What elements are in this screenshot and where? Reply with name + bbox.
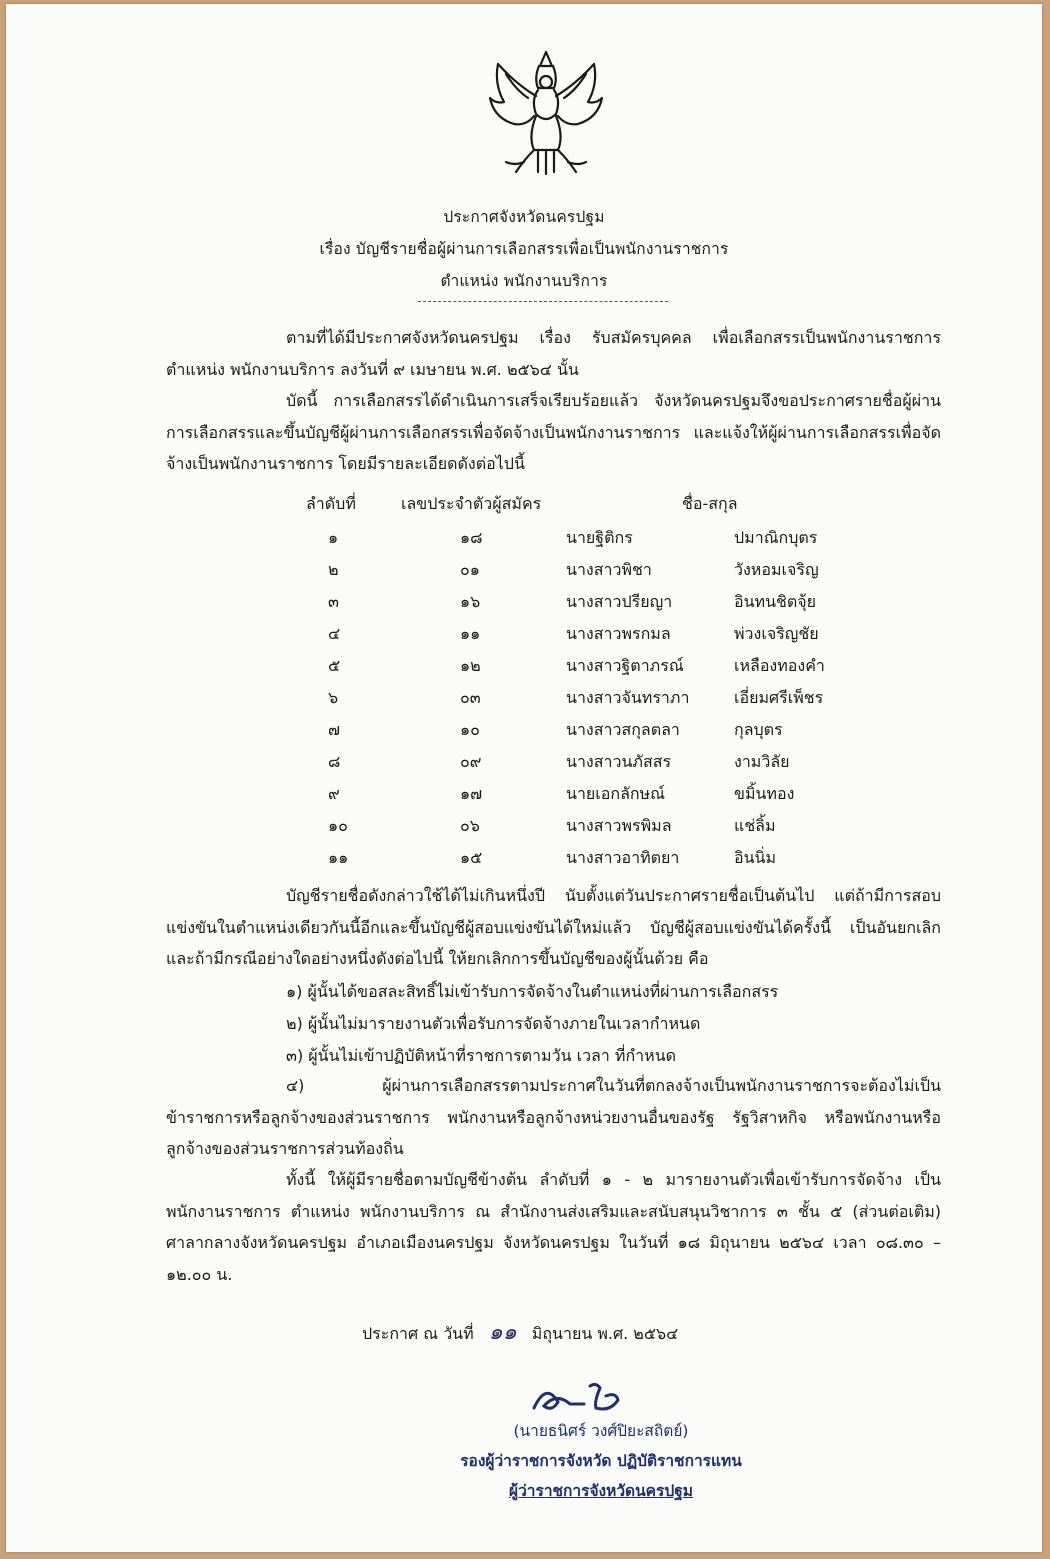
row-order: ๒ (328, 560, 339, 579)
row-applicant-id: ๑๘ (460, 528, 483, 547)
row-applicant-id: ๑๒ (460, 656, 481, 675)
announce-date (362, 1314, 678, 1349)
reporting-paragraph: ทั้งนี้ ให้ผู้มีรายชื่อตามบัญชีข้างต้น ลำดับที่ ๑ - ๒ มารายงานตัวเพื่อเข้ารับการจัดจ้าง เป็นพนักงานราชการ ตำแหน่ง พนักงานบริการ ณ สำนักงานส่งเสริมและสนับสนุนวิชาการ ๓ ชั้น ๕ (ส่วนต่อเติม) ศาลากลางจังหวัดนครปฐม อำเภอเมืองนครปฐม จังหวัดนครปฐม ในวันที่ ๑๘ มิถุนายน ๒๕๖๔ เวลา ๐๘.๓๐ – ๑๒.๐๐ น. (166, 1170, 941, 1284)
col-header-applicant-id: เลขประจำตัวผู้สมัคร (401, 494, 542, 513)
row-order: ๕ (328, 656, 341, 675)
condition-item-4: ๔) ผู้ผ่านการเลือกสรรตามประกาศในวันที่ตกลงจ้างเป็นพนักงานราชการจะต้องไม่เป็นข้าราชการหรือลูกจ้างของส่วนราชการ พนักงานหรือลูกจ้างหน่วยงานอื่นของรัฐ รัฐวิสาหกิจ หรือพนักงานหรือลูกจ้างของส่วนราชการส่วนท้องถิ่น (166, 1076, 941, 1158)
table-row (6, 622, 1042, 654)
signer-name: (นายธนิศร์ วงศ์ปิยะสถิตย์) (513, 1422, 689, 1440)
row-applicant-id: ๐๑ (460, 560, 480, 579)
table-row (6, 718, 1042, 750)
garuda-emblem-icon (476, 44, 616, 184)
row-order: ๔ (328, 624, 341, 643)
row-first-name: นางสาวจันทราภา (566, 688, 690, 707)
table-row (6, 814, 1042, 846)
table-row (6, 686, 1042, 718)
row-first-name: นางสาวนภัสสร (566, 752, 672, 771)
table-row (6, 750, 1042, 782)
row-first-name: นางสาวฐิตาภรณ์ (566, 656, 684, 675)
row-applicant-id: ๑๐ (460, 720, 480, 739)
row-last-name: วังหอมเจริญ (734, 560, 819, 579)
table-row (6, 846, 1042, 878)
condition-item-3: ๓) ผู้นั้นไม่เข้าปฏิบัติหน้าที่ราชการตามวัน เวลา ที่กำหนด (286, 1046, 677, 1065)
row-last-name: ปมาณิกบุตร (734, 528, 818, 547)
signer-title: รองผู้ว่าราชการจังหวัด ปฏิบัติราชการแทน (460, 1452, 742, 1470)
row-first-name: นางสาวพิชา (566, 560, 652, 579)
intro-paragraph-1: ตามที่ได้มีประกาศจังหวัดนครปฐม เรื่อง รับสมัครบุคคล เพื่อเลือกสรรเป็นพนักงานราชการ ตำแหน่ง พนักงานบริการ ลงวันที่ ๙ เมษายน พ.ศ. ๒๕๖๔ นั้น (166, 328, 941, 379)
table-row (6, 654, 1042, 686)
table-row (6, 590, 1042, 622)
announce-suffix: มิถุนายน พ.ศ. ๒๕๖๔ (531, 1324, 679, 1343)
row-applicant-id: ๐๓ (460, 688, 481, 707)
row-last-name: งามวิลัย (734, 752, 790, 771)
table-row (6, 526, 1042, 558)
row-applicant-id: ๑๖ (460, 592, 481, 611)
row-applicant-id: ๑๑ (460, 624, 481, 643)
row-last-name: เอี่ยมศรีเพ็ชร (734, 688, 824, 707)
row-order: ๓ (328, 592, 339, 611)
table-row (6, 782, 1042, 814)
announce-day: ๑๑ (488, 1320, 517, 1345)
row-first-name: นางสาวพรพิมล (566, 816, 672, 835)
row-last-name: อินนิ่ม (734, 848, 777, 867)
row-order: ๗ (328, 720, 341, 739)
col-header-name: ชื่อ-สกุล (682, 494, 738, 513)
row-first-name: นางสาวปรียญา (566, 592, 673, 611)
signature-icon (526, 1372, 646, 1422)
row-last-name: แช่ลิ้ม (734, 816, 776, 835)
row-last-name: เหลืองทองคำ (734, 656, 825, 675)
signer-title-governor: ผู้ว่าราชการจังหวัดนครปฐม (509, 1482, 693, 1500)
condition-item-1: ๑) ผู้นั้นได้ขอสละสิทธิ์ไม่เข้ารับการจัดจ้างในตำแหน่งที่ผ่านการเลือกสรร (286, 982, 779, 1001)
row-order: ๙ (328, 784, 340, 803)
row-order: ๑๑ (328, 848, 349, 867)
row-first-name: นายเอกลักษณ์ (566, 784, 665, 803)
announcement-subject: เรื่อง บัญชีรายชื่อผู้ผ่านการเลือกสรรเพื่อเป็นพนักงานราชการ (319, 240, 729, 258)
row-order: ๖ (328, 688, 339, 707)
row-first-name: นายฐิติกร (566, 528, 633, 547)
intro-paragraph-2: บัดนี้ การเลือกสรรได้ดำเนินการเสร็จเรียบร้อยแล้ว จังหวัดนครปฐมจึงขอประกาศรายชื่อผู้ผ่านการเลือกสรรและขึ้นบัญชีผู้ผ่านการเลือกสรรเพื่อจัดจ้างเป็นพนักงานราชการ และแจ้งให้ผู้ผ่านการเลือกสรรเพื่อจัดจ้างเป็นพนักงานราชการ โดยมีรายละเอียดดังต่อไปนี้ (166, 391, 941, 473)
row-order: ๑ (328, 528, 339, 547)
row-applicant-id: ๑๕ (460, 848, 483, 867)
row-first-name: นางสาวพรกมล (566, 624, 671, 643)
announce-prefix: ประกาศ ณ วันที่ (362, 1324, 474, 1343)
row-order: ๘ (328, 752, 341, 771)
row-last-name: พ่วงเจริญชัย (734, 624, 819, 643)
announcement-title: ประกาศจังหวัดนครปฐม (443, 208, 605, 226)
row-first-name: นางสาวอาทิตยา (566, 848, 680, 867)
document-page (6, 4, 1042, 1552)
row-order: ๑๐ (328, 816, 348, 835)
row-last-name: ขมิ้นทอง (734, 784, 795, 803)
conditions-paragraph: บัญชีรายชื่อดังกล่าวใช้ได้ไม่เกินหนึ่งปี นับตั้งแต่วันประกาศรายชื่อเป็นต้นไป แต่ถ้ามีการสอบแข่งขันในตำแหน่งเดียวกันนี้อีกและขึ้นบัญชีผู้สอบแข่งขันได้ใหม่แล้ว บัญชีผู้สอบแข่งขันได้ครั้งนี้ เป็นอันยกเลิก และถ้ามีกรณีอย่างใดอย่างหนึ่งดังต่อไปนี้ ให้ยกเลิกการขึ้นบัญชีของผู้นั้นด้วย คือ (166, 886, 941, 968)
announcement-position: ตำแหน่ง พนักงานบริการ (440, 272, 608, 290)
row-last-name: กุลบุตร (734, 720, 783, 739)
condition-item-2: ๒) ผู้นั้นไม่มารายงานตัวเพื่อรับการจัดจ้างภายในเวลากำหนด (286, 1014, 701, 1033)
row-last-name: อินทนชิตจุ้ย (734, 592, 817, 611)
table-row (6, 558, 1042, 590)
row-first-name: นางสาวสกุลตลา (566, 720, 680, 739)
separator (418, 301, 668, 302)
row-applicant-id: ๑๗ (460, 784, 483, 803)
col-header-order: ลำดับที่ (306, 494, 356, 513)
row-applicant-id: ๐๙ (460, 752, 482, 771)
row-applicant-id: ๐๖ (460, 816, 480, 835)
